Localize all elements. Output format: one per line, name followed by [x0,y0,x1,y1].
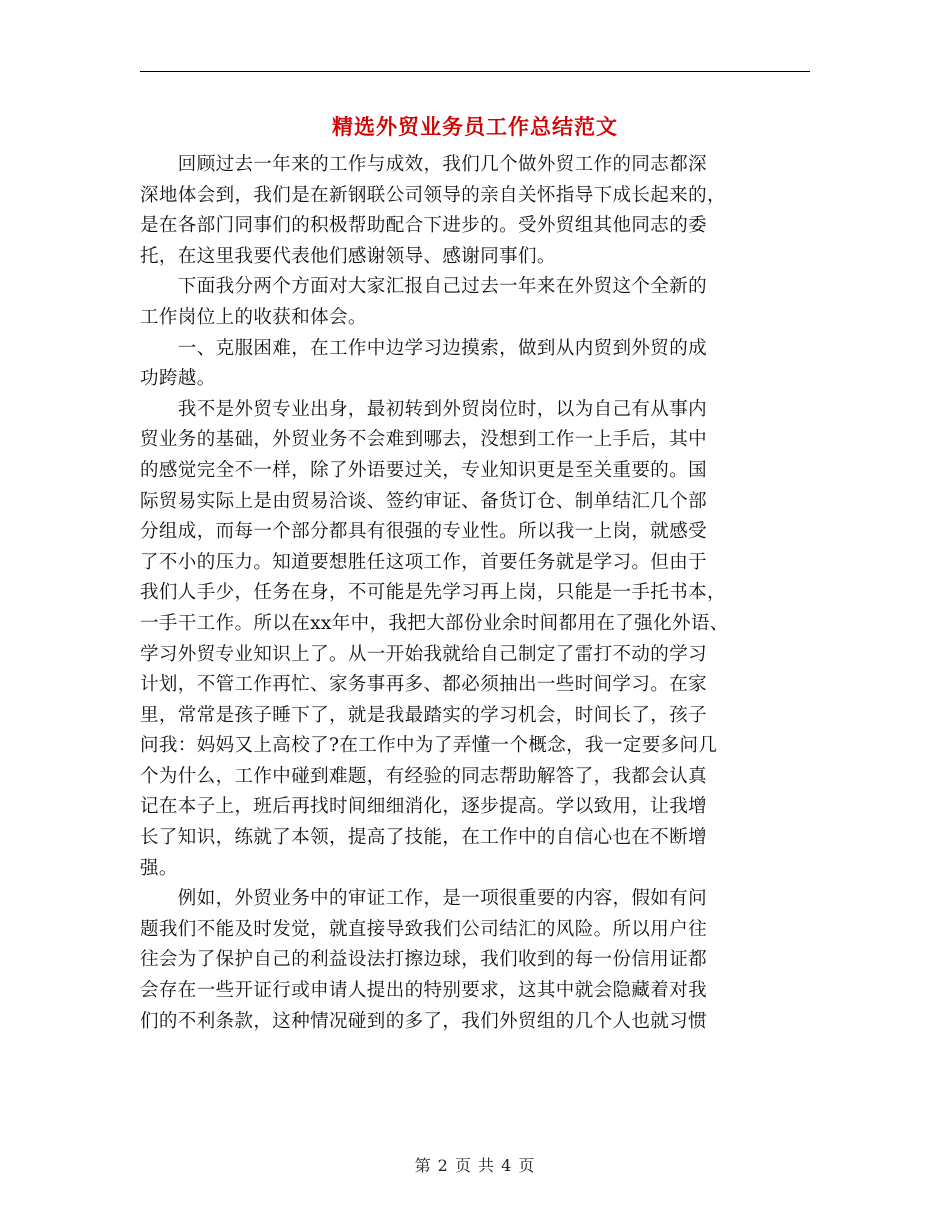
body-line: 一、克服困难，在工作中边学习边摸索，做到从内贸到外贸的成 [140,337,708,359]
header-rule [140,71,810,72]
body-line: 是在各部门同事们的积极帮助配合下进步的。受外贸组其他同志的委 [140,215,708,237]
page-footer: 第 2 页 共 4 页 [414,1156,536,1175]
document-body [140,150,810,1037]
body-line: 下面我分两个方面对大家汇报自己过去一年来在外贸这个全新的 [140,276,708,298]
body-line: 记在本子上，班后再找时间细细消化，逐步提高。学以致用，让我增 [140,796,708,818]
body-line: 托，在这里我要代表他们感谢领导、感谢同事们。 [140,245,556,267]
body-line: 例如，外贸业务中的审证工作，是一项很重要的内容，假如有问 [140,888,708,910]
body-line: 强。 [140,857,178,879]
body-line: 贸业务的基础，外贸业务不会难到哪去，没想到工作一上手后，其中 [140,429,708,451]
body-line: 往会为了保护自己的利益设法打擦边球，我们收到的每一份信用证都 [140,949,708,971]
body-line: 际贸易实际上是由贸易洽谈、签约审证、备货订仓、制单结汇几个部 [140,490,708,512]
body-line: 我们人手少，任务在身，不可能是先学习再上岗，只能是一手托书本， [140,582,726,604]
body-line: 一手干工作。所以在xx年中，我把大部份业余时间都用在了强化外语、 [140,612,729,634]
body-line: 了不小的压力。知道要想胜任这项工作，首要任务就是学习。但由于 [140,551,708,573]
body-line: 计划，不管工作再忙、家务事再多、都必须抽出一些时间学习。在家 [140,674,708,696]
body-line: 回顾过去一年来的工作与成效，我们几个做外贸工作的同志都深 [140,154,708,175]
body-line: 分组成，而每一个部分都具有很强的专业性。所以我一上岗，就感受 [140,521,708,543]
body-line: 会存在一些开证行或申请人提出的特别要求，这其中就会隐藏着对我 [140,980,708,1002]
body-line: 题我们不能及时发觉，就直接导致我们公司结汇的风险。所以用户往 [140,918,708,940]
body-line: 里，常常是孩子睡下了，就是我最踏实的学习机会，时间长了，孩子 [140,704,708,726]
body-line: 深地体会到，我们是在新钢联公司领导的亲自关怀指导下成长起来的， [140,184,726,206]
body-line: 功跨越。 [140,368,216,390]
body-line: 学习外贸专业知识上了。从一开始我就给自己制定了雷打不动的学习 [140,643,708,665]
body-line: 的感觉完全不一样，除了外语要过关，专业知识更是至关重要的。国 [140,459,708,481]
document-title: 精选外贸业务员工作总结范文 [332,114,618,139]
body-line: 个为什么，工作中碰到难题，有经验的同志帮助解答了，我都会认真 [140,765,708,787]
body-line: 工作岗位上的收获和体会。 [140,306,367,328]
body-line: 长了知识，练就了本领，提高了技能，在工作中的自信心也在不断增 [140,827,708,849]
body-line: 问我：妈妈又上高校了?在工作中为了弄懂一个概念，我一定要多问几 [140,735,718,757]
body-line: 们的不利条款，这种情况碰到的多了，我们外贸组的几个人也就习惯 [140,1010,708,1032]
body-line: 我不是外贸专业出身，最初转到外贸岗位时，以为自己有从事内 [140,398,708,420]
